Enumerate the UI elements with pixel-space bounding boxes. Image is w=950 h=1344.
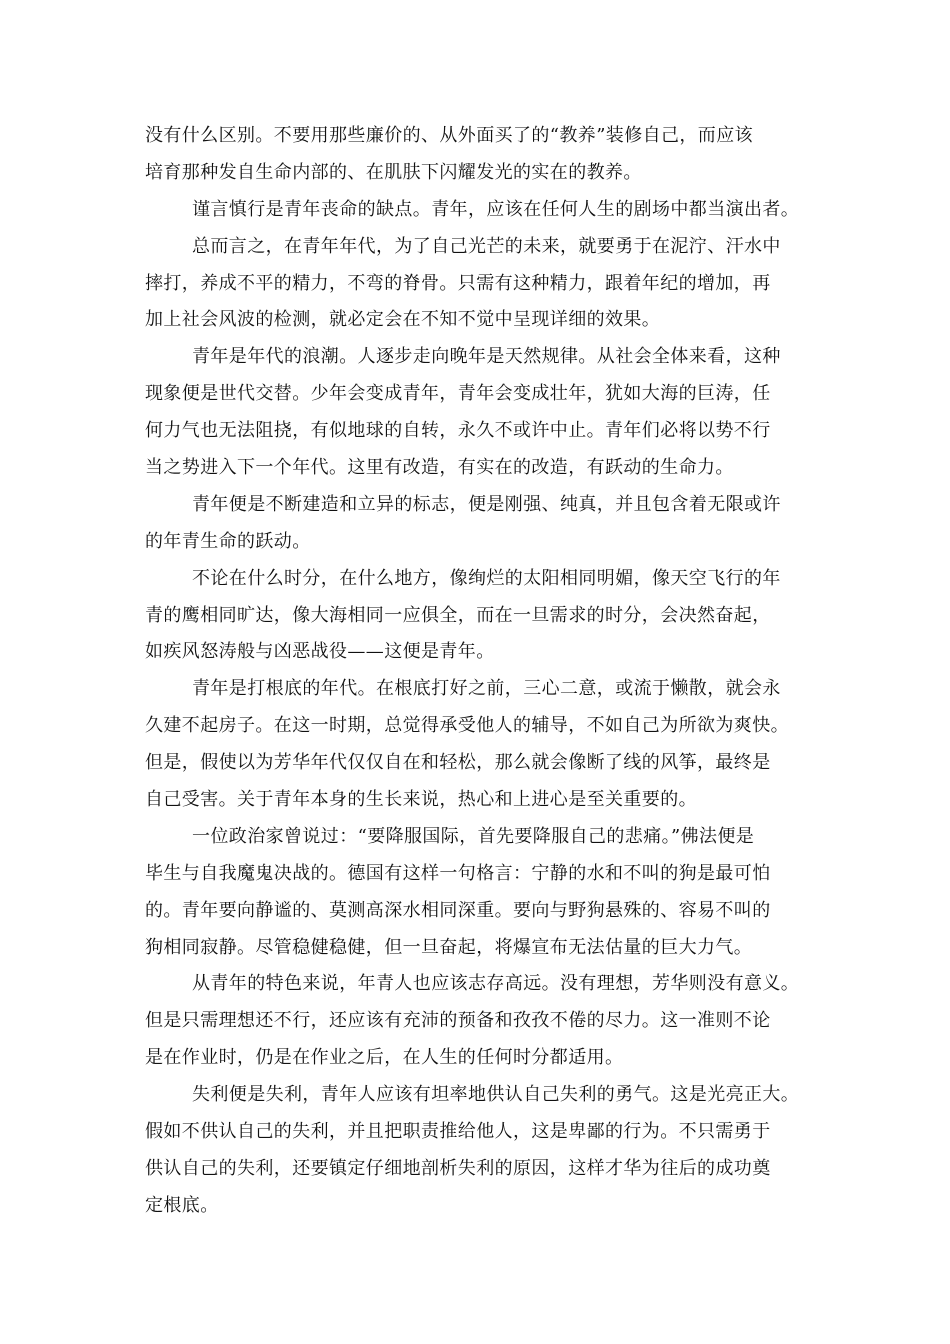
text-line: 供认自己的失利，还要镇定仔细地剖析失利的原因，这样才华为往后的成功奠 xyxy=(145,1157,771,1179)
text-line: 当之势进入下一个年代。这里有改造，有实在的改造，有跃动的生命力。 xyxy=(145,457,734,479)
text-line: 何力气也无法阻挠，有似地球的自转，永久不或许中止。青年们必将以势不行 xyxy=(145,420,771,442)
text-line: 现象便是世代交替。少年会变成青年，青年会变成壮年，犹如大海的巨涛，任 xyxy=(145,383,771,405)
paragraph-first-line: 青年是年代的浪潮。人逐步走向晚年是天然规律。从社会全体来看，这种 xyxy=(192,346,781,368)
paragraph-first-line: 谨言慎行是青年丧命的缺点。青年，应该在任何人生的剧场中都当演出者。 xyxy=(192,198,800,220)
text-line: 毕生与自我魔鬼决战的。德国有这样一句格言：宁静的水和不叫的狗是最可怕 xyxy=(145,862,771,884)
text-line: 假如不供认自己的失利，并且把职责推给他人，这是卑鄙的行为。不只需勇于 xyxy=(145,1121,771,1143)
text-line: 的年青生命的跃动。 xyxy=(145,530,311,552)
text-line: 加上社会风波的检测，就必定会在不知不觉中呈现详细的效果。 xyxy=(145,309,661,331)
text-line: 如疾风怒涛般与凶恶战役——这便是青年。 xyxy=(145,641,495,663)
paragraph-first-line: 青年是打根底的年代。在根底打好之前，三心二意，或流于懒散，就会永 xyxy=(192,678,781,700)
paragraph-first-line: 一位政治家曾说过：“要降服国际，首先要降服自己的悲痛。”佛法便是 xyxy=(192,825,755,847)
text-line: 培育那种发自生命内部的、在肌肤下闪耀发光的实在的教养。 xyxy=(145,161,642,183)
text-line: 的。青年要向静谧的、莫测高深水相同深重。要向与野狗悬殊的、容易不叫的 xyxy=(145,899,771,921)
paragraph-first-line: 青年便是不断建造和立异的标志，便是刚强、纯真，并且包含着无限或许 xyxy=(192,493,781,515)
paragraph-first-line: 从青年的特色来说，年青人也应该志存高远。没有理想，芳华则没有意义。 xyxy=(192,973,800,995)
document-body xyxy=(145,118,825,1225)
paragraph-first-line: 总而言之，在青年年代，为了自己光芒的未来，就要勇于在泥泞、汗水中 xyxy=(192,235,781,257)
text-line: 狗相同寂静。尽管稳健稳健，但一旦奋起，将爆宣布无法估量的巨大力气。 xyxy=(145,936,753,958)
paragraph-first-line: 不论在什么时分，在什么地方，像绚烂的太阳相同明媚，像天空飞行的年 xyxy=(192,567,781,589)
text-line: 摔打，养成不平的精力，不弯的脊骨。只需有这种精力，跟着年纪的增加，再 xyxy=(145,272,771,294)
text-line: 定根底。 xyxy=(145,1194,219,1216)
text-line: 没有什么区别。不要用那些廉价的、从外面买了的“教养”装修自己，而应该 xyxy=(145,125,754,146)
text-line: 青的鹰相同旷达，像大海相同一应俱全，而在一旦需求的时分，会决然奋起， xyxy=(145,604,771,626)
text-line: 但是只需理想还不行，还应该有充沛的预备和孜孜不倦的尽力。这一准则不论 xyxy=(145,1010,771,1032)
text-line: 是在作业时，仍是在作业之后，在人生的任何时分都适用。 xyxy=(145,1047,624,1069)
text-line: 但是，假使以为芳华年代仅仅自在和轻松，那么就会像断了线的风筝，最终是 xyxy=(145,752,771,774)
text-line: 自己受害。关于青年本身的生长来说，热心和上进心是至关重要的。 xyxy=(145,789,697,811)
paragraph-first-line: 失利便是失利，青年人应该有坦率地供认自己失利的勇气。这是光亮正大。 xyxy=(192,1084,800,1106)
text-line: 久建不起房子。在这一时期，总觉得承受他人的辅导，不如自己为所欲为爽快。 xyxy=(145,715,789,737)
